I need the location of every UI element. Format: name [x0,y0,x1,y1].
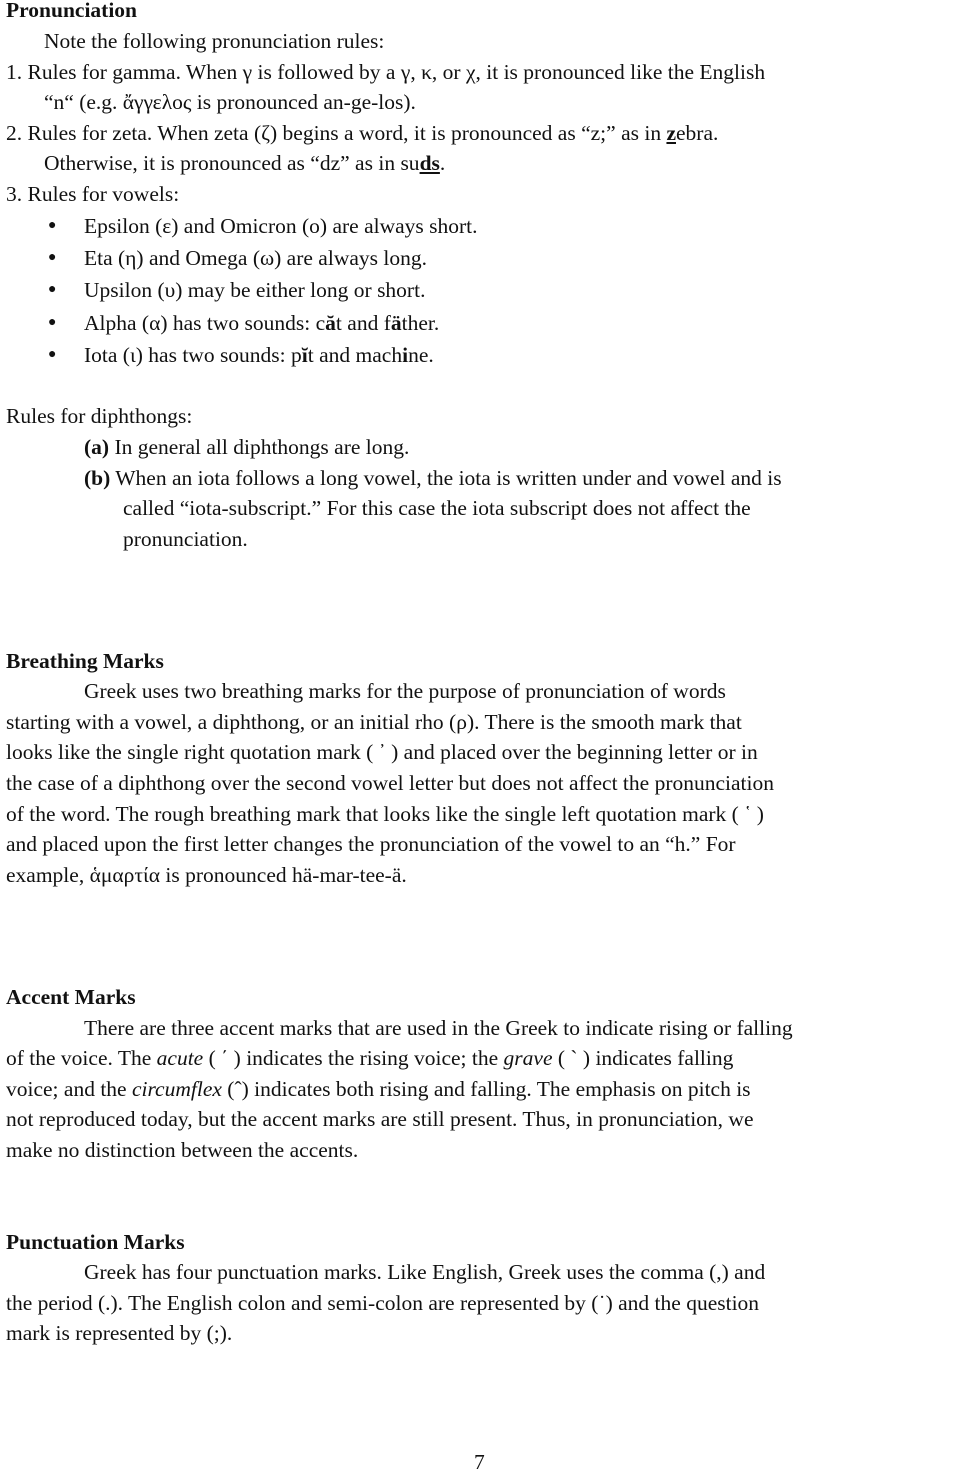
diphthongs-label: Rules for diphthongs: [6,404,193,428]
punctuation-line: mark is represented by (;). [6,1321,233,1345]
pronunciation-intro: Note the following pronunciation rules: [44,29,385,53]
bullet-icon: ● [48,282,57,297]
bullet-icon: ● [48,250,57,265]
breathing-line: looks like the single right quotation mark ( ᾿ ) and placed over the beginning letter or in [6,740,758,764]
diphthong-rule-a: (a) In general all diphthongs are long. [84,435,410,459]
breathing-line: Greek uses two breathing marks for the purpose of pronunciation of words [84,679,726,703]
accent-line: not reproduced today, but the accent marks are still present. Thus, in pronunciation, we [6,1107,754,1131]
breathing-line: the case of a diphthong over the second vowel letter but does not affect the pronunciation [6,771,774,795]
breathing-line: example, ἁμαρτία is pronounced hä-mar-tee-ä. [6,863,407,887]
punctuation-line: the period (.). The English colon and semi-colon are represented by (˙) and the question [6,1291,760,1315]
pronunciation-heading: Pronunciation [6,0,138,22]
rule-gamma-line1: 1. Rules for gamma. When γ is followed by a γ, κ, or χ, it is pronounced like the English [6,60,766,84]
bullet-icon: ● [48,218,57,233]
breathing-line: and placed upon the first letter changes the pronunciation of the vowel to an “h.” For [6,832,736,856]
rule-zeta-line1: 2. Rules for zeta. When zeta (ζ) begins a word, it is pronounced as “z;” as in zebra. [6,121,719,145]
rule-zeta-line2: Otherwise, it is pronounced as “dz” as in suds. [44,151,446,175]
diphthong-rule-b-line1: (b) When an iota follows a long vowel, the iota is written under and vowel and is [84,466,782,490]
page-number: 7 [474,1450,485,1474]
breathing-heading: Breathing Marks [6,649,164,673]
breathing-line: starting with a vowel, a diphthong, or an initial rho (ρ). There is the smooth mark that [6,710,742,734]
accent-line: There are three accent marks that are used in the Greek to indicate rising or falling [84,1016,793,1040]
punctuation-heading: Punctuation Marks [6,1230,185,1254]
punctuation-line: Greek has four punctuation marks. Like English, Greek uses the comma (,) and [84,1260,766,1284]
bullet-icon: ● [48,315,57,330]
diphthong-rule-b-line3: pronunciation. [123,527,248,551]
accent-line: of the voice. The acute ( ΄ ) indicates the rising voice; the grave ( ` ) indicates falling [6,1046,734,1070]
rule-gamma-line2: “n“ (e.g. ἄγγελος is pronounced an-ge-los). [44,90,416,114]
accent-heading: Accent Marks [6,985,136,1009]
accent-line: voice; and the circumflex (ˆ) indicates both rising and falling. The emphasis on pitch is [6,1077,751,1101]
diphthong-rule-b-line2: called “iota-subscript.” For this case the iota subscript does not affect the [123,496,751,520]
bullet-icon: ● [48,347,57,362]
accent-line: make no distinction between the accents. [6,1138,359,1162]
breathing-line: of the word. The rough breathing mark that looks like the single left quotation mark ( ῾ ) [6,802,764,826]
rule-vowels-label: 3. Rules for vowels: [6,182,180,206]
